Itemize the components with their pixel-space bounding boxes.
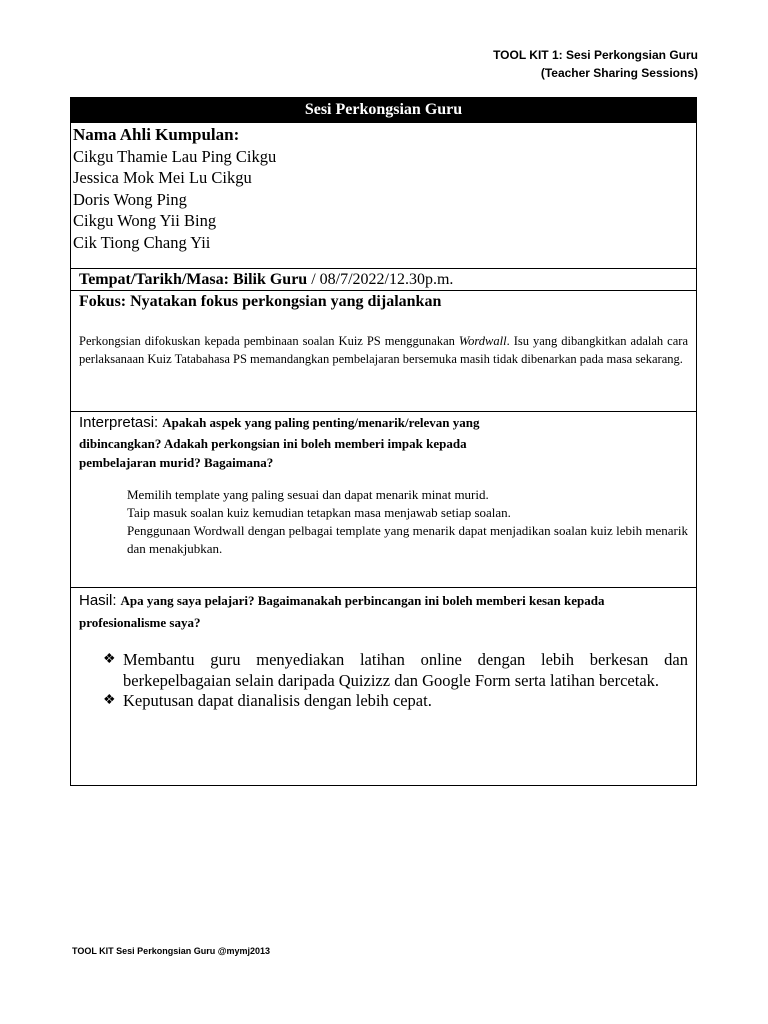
outcome-heading <box>79 590 688 634</box>
list-item <box>103 691 688 712</box>
diamond-bullet-icon: ❖ <box>103 693 116 708</box>
interpretation-section <box>71 411 696 587</box>
outcome-section <box>71 587 696 785</box>
list-item-text: Penggunaan Wordwall dengan pelbagai template yang menarik dapat menjadikan soalan kuiz lebih menarik dan menakjubkan. <box>127 523 688 556</box>
list-item <box>99 486 688 504</box>
place-value: / 08/7/2022/12.30p.m. <box>307 271 454 288</box>
member-name: Doris Wong Ping <box>73 189 187 209</box>
member-name: Jessica Mok Mei Lu Cikgu <box>73 168 252 188</box>
place-label: Tempat/Tarikh/Masa: Bilik Guru <box>79 271 308 288</box>
header-title: TOOL KIT 1: Sesi Perkongsian Guru <box>493 48 698 62</box>
form-title: Sesi Perkongsian Guru <box>71 98 696 122</box>
focus-text-part: . Isu yang dibangkitkan adalah cara perlaksanaan Kuiz Tatabahasa PS memandangkan pembelajaran bersemuka masih tidak dibenarkan pada masa sekarang. <box>79 334 688 366</box>
list-item <box>99 522 688 558</box>
interpretation-question: Apakah aspek yang paling penting/menarik/relevan yang <box>162 415 480 430</box>
focus-label: Fokus: Nyatakan fokus perkongsian yang dijalankan <box>79 293 442 310</box>
list-item-text: Memilih template yang paling sesuai dan dapat menarik minat murid. <box>127 487 489 502</box>
focus-text <box>79 333 688 368</box>
interpretation-heading <box>79 412 688 434</box>
interpretation-question: dibincangkan? Adakah perkongsian ini boleh memberi impak kepada <box>79 436 467 451</box>
place-date-time-section <box>71 268 696 290</box>
members-section <box>71 122 696 268</box>
list-item <box>103 650 688 691</box>
member-name: Cikgu Wong Yii Bing <box>73 211 217 231</box>
header-subtitle: (Teacher Sharing Sessions) <box>540 66 698 80</box>
outcome-label: Hasil: <box>79 592 117 609</box>
outcome-question: Apa yang saya pelajari? Bagaimanakah perbincangan ini boleh memberi kesan kepada profesionalisme saya? <box>79 593 605 630</box>
list-item-text: Membantu guru menyediakan latihan online dengan lebih berkesan dan berkepelbagaian selain daripada Quizizz dan Google Form serta latihan bercetak. <box>123 650 688 690</box>
focus-text-italic: Wordwall <box>458 334 507 348</box>
focus-text-part: Perkongsian difokuskan kepada pembinaan soalan Kuiz PS menggunakan <box>79 334 459 348</box>
member-name: Cikgu Thamie Lau Ping Cikgu <box>73 147 277 166</box>
list-item-text: Keputusan dapat dianalisis dengan lebih cepat. <box>123 691 432 710</box>
list-item-text: Taip masuk soalan kuiz kemudian tetapkan masa menjawab setiap soalan. <box>127 505 511 520</box>
diamond-bullet-icon: ❖ <box>103 652 116 667</box>
interpretation-list <box>79 486 688 558</box>
focus-section <box>71 290 696 411</box>
interpretation-question: pembelajaran murid? Bagaimana? <box>79 455 274 470</box>
member-name: Cik Tiong Chang Yii <box>73 232 211 252</box>
members-label: Nama Ahli Kumpulan: <box>73 125 240 144</box>
sharing-session-form <box>70 97 697 786</box>
page-footer: TOOL KIT Sesi Perkongsian Guru @mymj2013 <box>72 946 271 956</box>
list-item <box>99 504 688 522</box>
page-header <box>493 46 698 82</box>
interpretation-label: Interpretasi: <box>79 414 159 431</box>
outcome-list <box>79 650 688 712</box>
